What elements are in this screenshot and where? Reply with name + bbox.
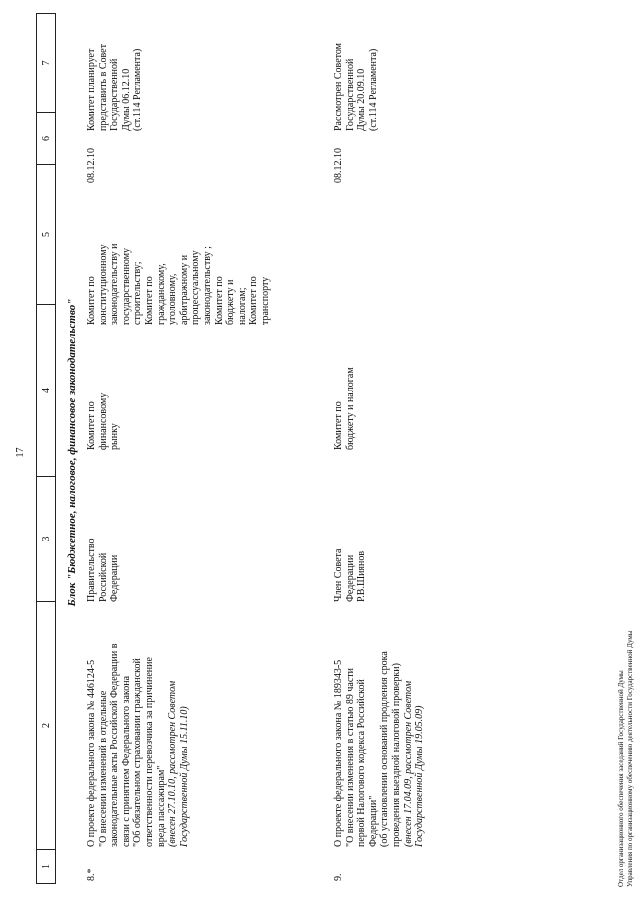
responsible-committee — [86, 325, 121, 450]
footer-line: Отдел организационного обеспечения заседаний Государственной Думы — [617, 670, 625, 887]
initiator — [86, 492, 121, 602]
column-header-7: 7 — [37, 14, 56, 113]
bill-title-line: связи с принятием Федерального закона — [120, 675, 132, 847]
bill-title-line: "О внесении изменений в отдельные — [97, 690, 109, 847]
initiator-line: Федерации — [109, 554, 121, 602]
status-line: Государственной — [109, 58, 121, 131]
status-line: Думы 06.12.10 — [120, 68, 132, 131]
column-header-row — [37, 14, 56, 884]
committee-line: Комитет по — [86, 401, 97, 450]
bill-title-line: Федерации" — [367, 795, 379, 847]
column-header-2: 2 — [37, 602, 56, 850]
coexecutor-line: Комитет по — [143, 276, 155, 325]
status-line: Комитет планирует — [86, 48, 97, 131]
coexecutor-line: Комитет по — [86, 276, 97, 325]
coexecutor-line: транспорту — [259, 276, 271, 325]
status-line: представить в Совет — [97, 44, 109, 131]
status-line: (ст.114 Регламента) — [367, 48, 379, 131]
committee-line: бюджету и налогам — [344, 367, 356, 450]
page-number: 17 — [15, 447, 26, 458]
bill-description — [333, 621, 426, 847]
committee-line: Комитет по — [333, 401, 344, 450]
initiator-line: Федерации — [344, 554, 356, 602]
coexecutor-line: гражданскому, — [155, 263, 167, 325]
status-line: Думы 20.09.10 — [356, 68, 368, 131]
block-title: Блок "Бюджетное, налоговое, финансовое законодательство" — [66, 298, 78, 607]
bill-note-line: (внесен 17.04.09, рассмотрен Советом — [402, 680, 414, 847]
bill-title-line: проведения выездной налоговой проверки) — [390, 663, 402, 847]
bill-title-line: (об установлении оснований продления срока — [379, 651, 391, 847]
column-header-1: 1 — [37, 850, 56, 884]
review-date: 08.12.10 — [86, 148, 97, 183]
coexecutor-line: законодательству и — [109, 243, 121, 325]
committee-line: рынку — [109, 423, 121, 450]
footer-line: Управления по организационному обеспечению деятельности Государственной Думы — [625, 630, 634, 887]
column-header-4: 4 — [37, 305, 56, 477]
coexecutor-line: бюджету и — [225, 279, 237, 325]
coexecutor-line: уголовному, — [167, 273, 179, 325]
bill-title-line: вреда пассажирам" — [155, 765, 167, 847]
bill-title-line: законодательные акты Российской Федерации в — [109, 643, 121, 847]
column-header-5: 5 — [37, 165, 56, 305]
coexecutor-line: Комитет по — [213, 276, 225, 325]
column-header-6: 6 — [37, 113, 56, 165]
column-header-3: 3 — [37, 477, 56, 602]
initiator-line: Р.В.Шиянов — [356, 550, 368, 602]
bill-note-line: Государственной Думы 15.11.10) — [178, 706, 190, 847]
bill-title-line: ответственности перевозчика за причинение — [143, 657, 155, 847]
coexecutor-line: процессуальному — [190, 250, 202, 325]
footer-note — [617, 631, 634, 887]
initiator-line: Член Совета — [333, 548, 344, 602]
row-number: 9. — [333, 873, 344, 881]
coexecutor-line: конституционному — [97, 244, 109, 325]
coexecutor-line: законодательству ; — [201, 246, 213, 325]
coexecutor-line: налогам; — [236, 287, 248, 325]
status-line: (ст.114 Регламента) — [132, 48, 144, 131]
bill-title-line: "Об обязательном страховании гражданской — [132, 658, 144, 847]
review-date: 08.12.10 — [333, 148, 344, 183]
coexecutor-line: государственному — [120, 247, 132, 325]
bill-description — [86, 621, 190, 847]
bill-title-line: первой Налогового кодекса Российской — [356, 679, 368, 847]
column-header-table — [36, 13, 56, 884]
coexecutor-line: арбитражному и — [178, 254, 190, 325]
bill-note-line: Государственной Думы 19.05.09) — [414, 705, 426, 847]
initiator — [333, 492, 368, 602]
status — [333, 11, 379, 131]
initiator-line: Российской — [97, 552, 109, 602]
coexecutor-line: строительству; — [132, 261, 144, 325]
initiator-line: Правительство — [86, 538, 97, 602]
committee-line: финансовому — [97, 392, 109, 450]
status-line: Государственной — [344, 58, 356, 131]
bill-note-line: (внесен 27.10.10, рассмотрен Советом — [167, 680, 179, 847]
bill-title-line: "О внесении изменения в статью 89 части — [344, 668, 356, 847]
row-number: 8.* — [86, 868, 97, 881]
bill-title-line: О проекте федерального закона № 189343-5 — [333, 659, 344, 847]
coexecutor-line: Комитет по — [248, 276, 260, 325]
co-executors — [86, 185, 272, 325]
bill-title-line: О проекте федерального закона № 446124-5 — [86, 659, 97, 847]
status-line: Рассмотрен Советом — [333, 42, 344, 131]
responsible-committee — [333, 325, 356, 450]
status — [86, 11, 144, 131]
